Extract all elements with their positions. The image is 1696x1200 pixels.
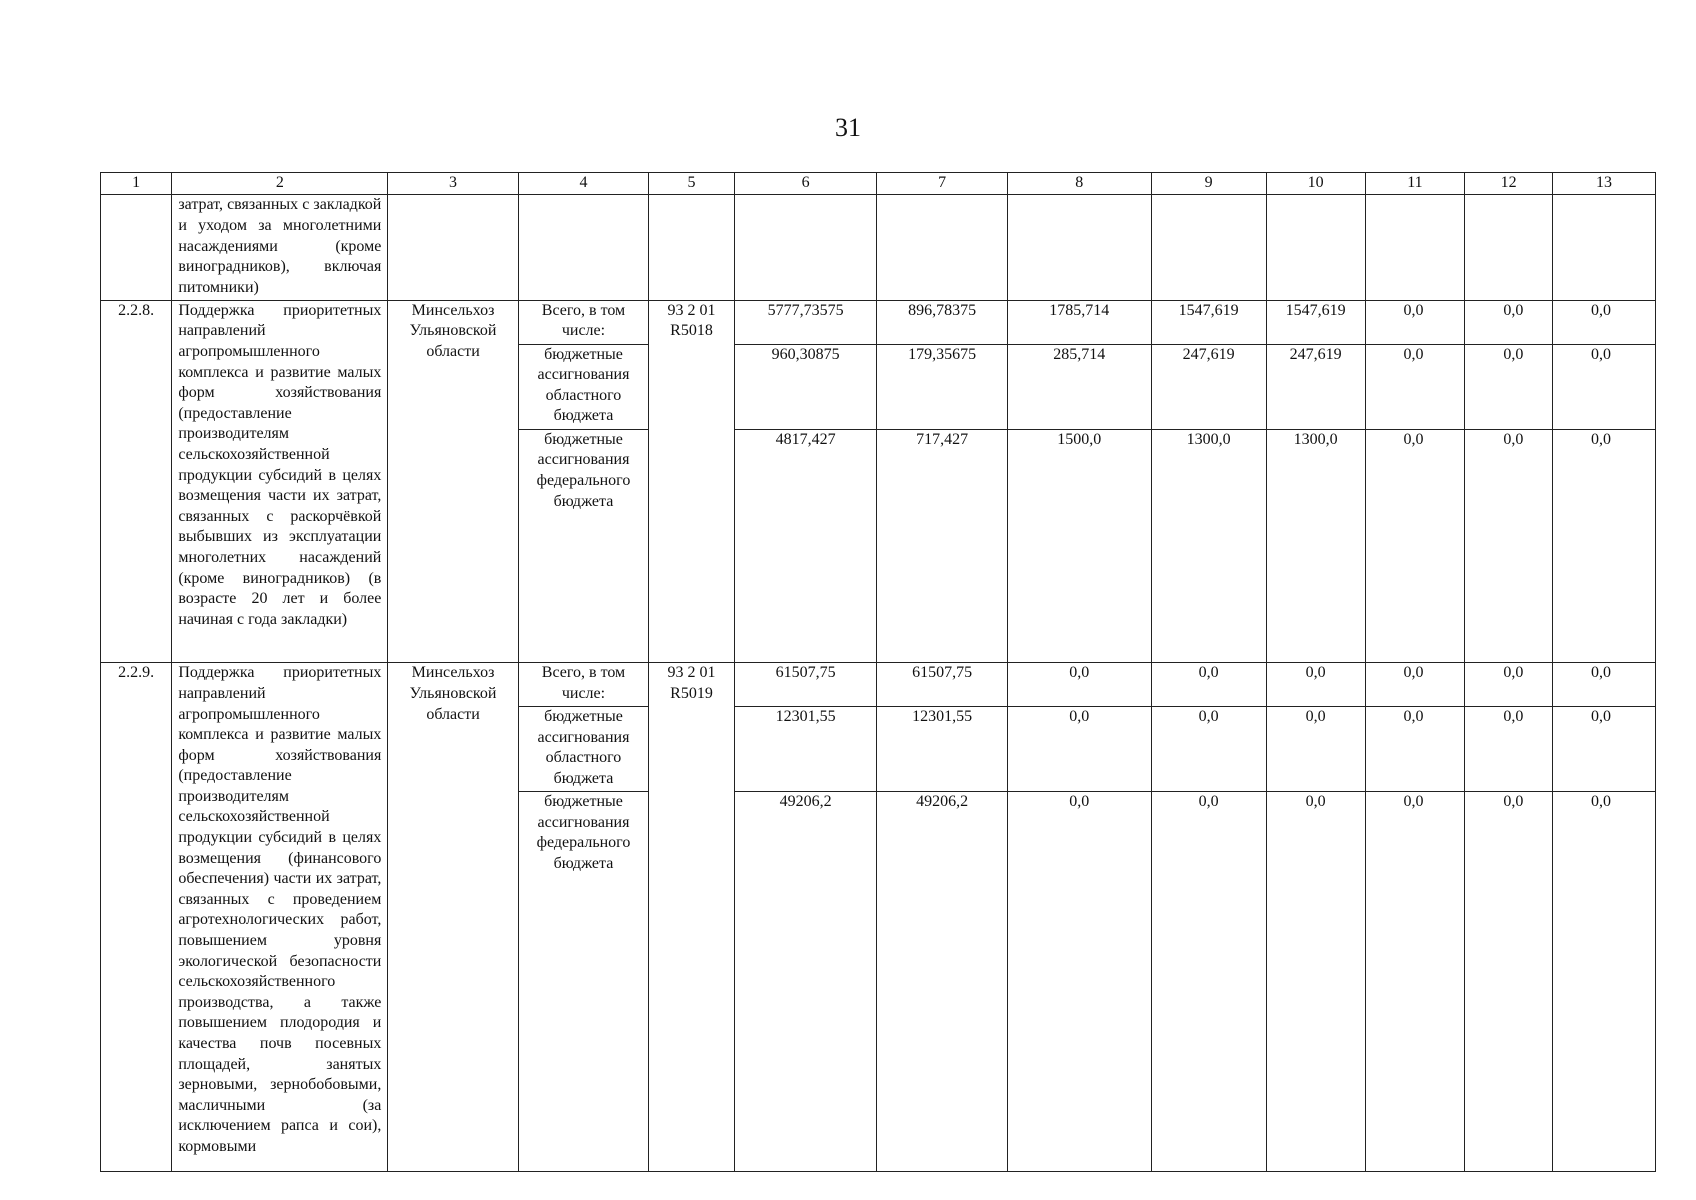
amount-cell: 0,0 <box>1151 792 1266 1172</box>
column-header: 9 <box>1151 173 1266 195</box>
amount-cell: 0,0 <box>1151 706 1266 791</box>
amount-cell: 0,0 <box>1465 792 1553 1172</box>
table-row <box>101 663 1656 707</box>
amount-cell: 0,0 <box>1365 300 1465 344</box>
table-cell <box>1007 195 1151 301</box>
amount-cell: 0,0 <box>1007 663 1151 707</box>
amount-cell: 0,0 <box>1465 344 1553 429</box>
budget-code: 93 2 01 R5019 <box>649 663 735 1172</box>
amount-cell: 0,0 <box>1365 663 1465 707</box>
table-cell <box>1151 195 1266 301</box>
item-code: 2.2.8. <box>101 300 172 662</box>
amount-cell: 896,78375 <box>877 300 1007 344</box>
amount-cell: 179,35675 <box>877 344 1007 429</box>
column-header: 6 <box>734 173 877 195</box>
amount-cell: 61507,75 <box>734 663 877 707</box>
funding-kind: бюджетные ассигнования федерального бюджета <box>518 792 648 1172</box>
column-header: 1 <box>101 173 172 195</box>
budget-table <box>100 172 1656 1172</box>
column-header: 13 <box>1552 173 1655 195</box>
amount-cell: 1300,0 <box>1266 429 1365 663</box>
table-cell <box>649 195 735 301</box>
amount-cell: 0,0 <box>1365 429 1465 663</box>
amount-cell: 717,427 <box>877 429 1007 663</box>
amount-cell: 0,0 <box>1465 663 1553 707</box>
amount-cell: 1547,619 <box>1266 300 1365 344</box>
item-description: Поддержка приоритетных направлений агропромышленного комплекса и развитие малых форм хозяйствования (предоставление производителям сельскохозяйственной продукции субсидий в целях возмещения части их затрат, связанных с раскорчёвкой выбывших из эксплуатации многолетних насаждений (кроме виноградников) (в возрасте 20 лет и более начиная с года закладки) <box>172 300 388 662</box>
item-description: Поддержка приоритетных направлений агропромышленного комплекса и развитие малых форм хозяйствования (предоставление производителям сельскохозяйственной продукции субсидий в целях возмещения (финансового обеспечения) части их затрат, связанных с проведением агротехнологических работ, повышением уровня экологической безопасности сельскохозяйственного производства, а также повышением плодородия и качества почв посевных площадей, занятых зерновыми, зернобобовыми, масличными (за исключением рапса и сои), кормовыми <box>172 663 388 1172</box>
column-header: 4 <box>518 173 648 195</box>
amount-cell: 247,619 <box>1266 344 1365 429</box>
column-header: 11 <box>1365 173 1465 195</box>
amount-cell: 960,30875 <box>734 344 877 429</box>
amount-cell: 0,0 <box>1552 663 1655 707</box>
table-cell <box>1465 195 1553 301</box>
amount-cell: 0,0 <box>1552 344 1655 429</box>
item-code: 2.2.9. <box>101 663 172 1172</box>
amount-cell: 0,0 <box>1552 429 1655 663</box>
table-cell <box>101 195 172 301</box>
amount-cell: 0,0 <box>1266 663 1365 707</box>
continuation-row <box>101 195 1656 301</box>
amount-cell: 0,0 <box>1266 706 1365 791</box>
column-header: 7 <box>877 173 1007 195</box>
funding-kind: бюджетные ассигнования областного бюджета <box>518 344 648 429</box>
amount-cell: 1785,714 <box>1007 300 1151 344</box>
amount-cell: 0,0 <box>1151 663 1266 707</box>
column-header: 10 <box>1266 173 1365 195</box>
amount-cell: 49206,2 <box>734 792 877 1172</box>
column-header: 3 <box>388 173 518 195</box>
amount-cell: 61507,75 <box>877 663 1007 707</box>
amount-cell: 0,0 <box>1465 300 1553 344</box>
funding-kind: Всего, в том числе: <box>518 300 648 344</box>
column-header: 5 <box>649 173 735 195</box>
amount-cell: 4817,427 <box>734 429 877 663</box>
table-row <box>101 300 1656 344</box>
amount-cell: 0,0 <box>1266 792 1365 1172</box>
column-header: 8 <box>1007 173 1151 195</box>
amount-cell: 285,714 <box>1007 344 1151 429</box>
amount-cell: 1500,0 <box>1007 429 1151 663</box>
amount-cell: 247,619 <box>1151 344 1266 429</box>
funding-kind: бюджетные ассигнования областного бюджета <box>518 706 648 791</box>
table-cell <box>388 195 518 301</box>
responsible-owner: Минсельхоз Ульяновской области <box>388 663 518 1172</box>
amount-cell: 0,0 <box>1365 706 1465 791</box>
table-cell <box>734 195 877 301</box>
continuation-description: затрат, связанных с закладкой и уходом за многолетними насаждениями (кроме виноградников), включая питомники) <box>172 195 388 301</box>
header-row <box>101 173 1656 195</box>
table-cell <box>1552 195 1655 301</box>
budget-code: 93 2 01 R5018 <box>649 300 735 662</box>
funding-kind: бюджетные ассигнования федерального бюджета <box>518 429 648 663</box>
amount-cell: 49206,2 <box>877 792 1007 1172</box>
amount-cell: 0,0 <box>1365 792 1465 1172</box>
amount-cell: 0,0 <box>1465 706 1553 791</box>
table-cell <box>1266 195 1365 301</box>
responsible-owner: Минсельхоз Ульяновской области <box>388 300 518 662</box>
column-header: 2 <box>172 173 388 195</box>
amount-cell: 12301,55 <box>877 706 1007 791</box>
amount-cell: 1300,0 <box>1151 429 1266 663</box>
amount-cell: 0,0 <box>1552 300 1655 344</box>
table-cell <box>518 195 648 301</box>
table-cell <box>877 195 1007 301</box>
amount-cell: 0,0 <box>1007 706 1151 791</box>
amount-cell: 0,0 <box>1552 706 1655 791</box>
amount-cell: 12301,55 <box>734 706 877 791</box>
column-header: 12 <box>1465 173 1553 195</box>
table-cell <box>1365 195 1465 301</box>
funding-kind: Всего, в том числе: <box>518 663 648 707</box>
amount-cell: 5777,73575 <box>734 300 877 344</box>
amount-cell: 1547,619 <box>1151 300 1266 344</box>
amount-cell: 0,0 <box>1552 792 1655 1172</box>
amount-cell: 0,0 <box>1007 792 1151 1172</box>
page-number: 31 <box>835 113 861 142</box>
amount-cell: 0,0 <box>1465 429 1553 663</box>
amount-cell: 0,0 <box>1365 344 1465 429</box>
